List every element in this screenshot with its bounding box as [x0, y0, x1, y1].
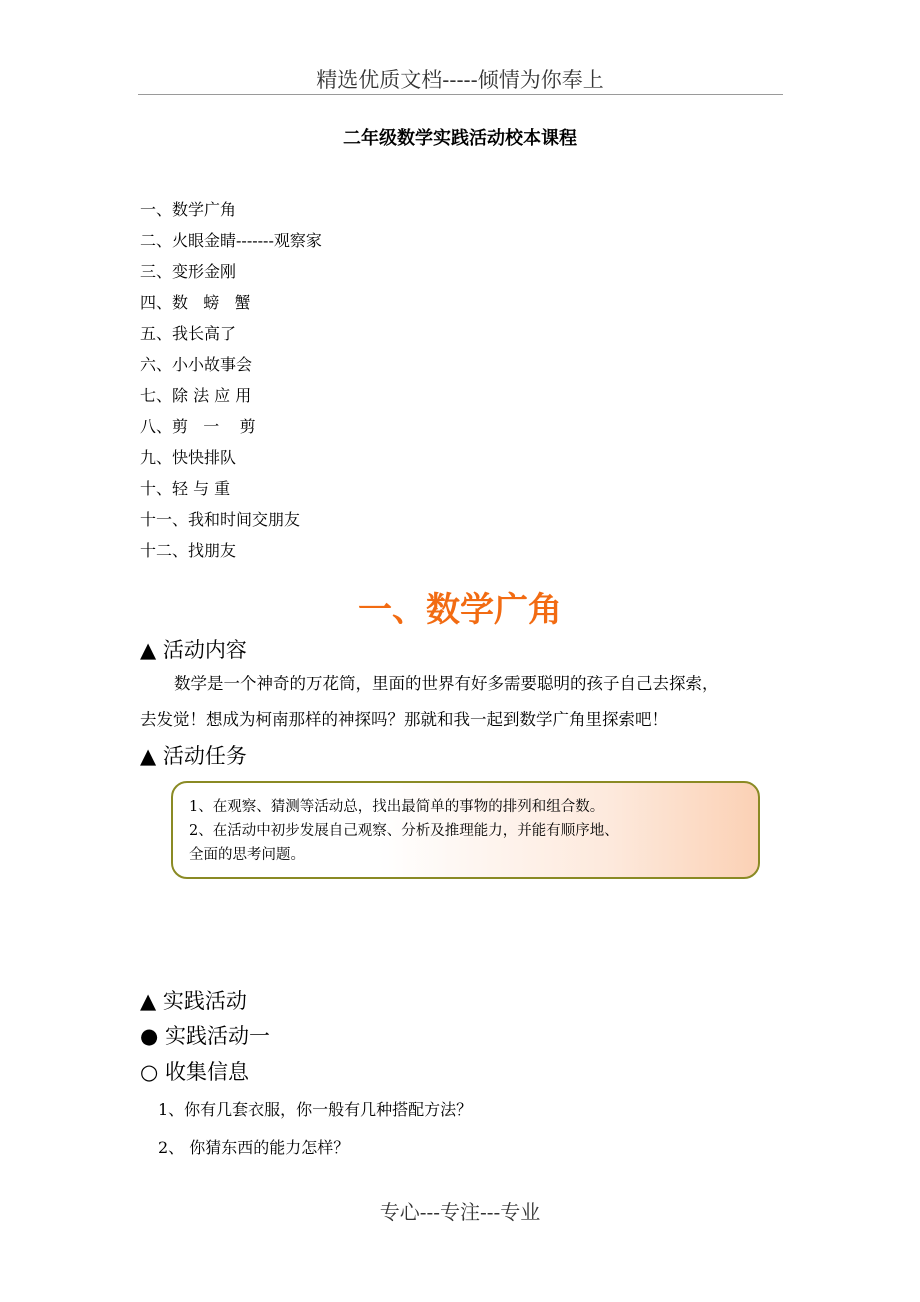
table-of-contents [140, 196, 322, 568]
toc-item: 五、我长高了 [140, 324, 237, 343]
content-paragraph-line-1: 数学是一个神奇的万花筒，里面的世界有好多需要聪明的孩子自己去探索， [174, 674, 719, 693]
collect-info-heading: ○ 收集信息 [140, 1060, 249, 1084]
question-item: 2、 你猜东西的能力怎样？ [158, 1138, 350, 1157]
section-title: 一、数学广角 [358, 590, 562, 630]
document-title: 二年级数学实践活动校本课程 [343, 128, 577, 149]
toc-item: 十一、我和时间交朋友 [140, 510, 301, 529]
practice-activity-heading: ▲ 实践活动 [140, 989, 247, 1013]
task-item: 2、在活动中初步发展自己观察、分析及推理能力，并能有顺序地、 [189, 823, 619, 839]
task-box [171, 781, 760, 879]
toc-item: 八、剪 一 剪 [140, 417, 256, 436]
activity-one-heading: ● 实践活动一 [140, 1024, 270, 1048]
content-paragraph-line-2: 去发觉！想成为柯南那样的神探吗？那就和我一起到数学广角里探索吧！ [140, 710, 668, 729]
activity-task-heading: ▲ 活动任务 [140, 744, 247, 768]
toc-item: 十、轻 与 重 [140, 479, 231, 498]
toc-item: 六、小小故事会 [140, 355, 253, 374]
toc-item: 三、变形金刚 [140, 262, 237, 281]
page-footer: 专心---专注---专业 [379, 1200, 541, 1224]
task-item: 全面的思考问题。 [189, 847, 305, 863]
question-item: 1、你有几套衣服，你一般有几种搭配方法？ [158, 1100, 473, 1119]
toc-item: 四、数 螃 蟹 [140, 293, 251, 312]
page-header: 精选优质文档-----倾情为你奉上 [316, 68, 604, 92]
task-item: 1、在观察、猜测等活动总，找出最简单的事物的排列和组合数。 [189, 799, 605, 815]
toc-item: 一、数学广角 [140, 200, 237, 219]
toc-item: 二、火眼金睛-------观察家 [140, 231, 322, 250]
toc-item: 十二、找朋友 [140, 541, 237, 560]
header-divider [138, 94, 783, 95]
toc-item: 九、快快排队 [140, 448, 237, 467]
toc-item: 七、除 法 应 用 [140, 386, 252, 405]
activity-content-heading: ▲ 活动内容 [140, 638, 247, 662]
